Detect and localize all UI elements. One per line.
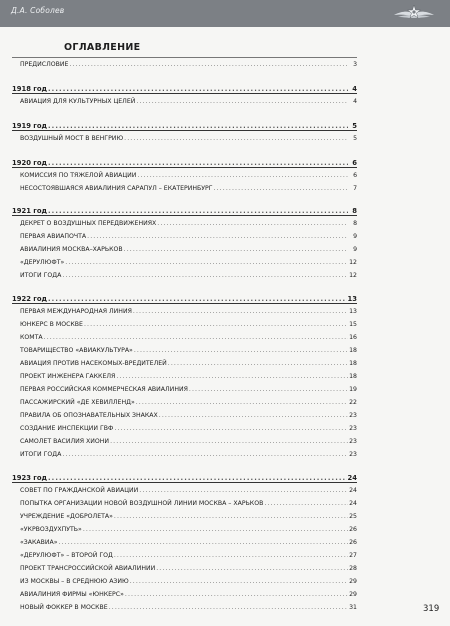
toc-entry[interactable]: «УКРВОЗДУХПУТЬ» ..... 26 bbox=[12, 522, 357, 534]
toc-year-heading[interactable]: 1918 год ..... 4 bbox=[12, 81, 357, 93]
toc-entry[interactable]: ТОВАРИЩЕСТВО «АВИАКУЛЬТУРА» ..... 18 bbox=[12, 343, 357, 355]
toc-entry[interactable]: ИТОГИ ГОДА ..... 23 bbox=[12, 447, 357, 459]
toc-entry[interactable]: НЕСОСТОЯВШАЯСЯ АВИАЛИНИЯ САРАПУЛ – ЕКАТЕРИНБУРГ ..... 7 bbox=[12, 181, 357, 193]
toc-entry[interactable]: АВИАЦИЯ ПРОТИВ НАСЕКОМЫХ-ВРЕДИТЕЛЕЙ ..... 18 bbox=[12, 356, 357, 368]
toc-entry[interactable]: КОМИССИЯ ПО ТЯЖЕЛОЙ АВИАЦИИ ..... 6 bbox=[12, 168, 357, 180]
toc-entry[interactable]: ПОПЫТКА ОРГАНИЗАЦИИ НОВОЙ ВОЗДУШНОЙ ЛИНИИ МОСКВА – ХАРЬКОВ ..... 24 bbox=[12, 496, 357, 508]
toc-entry[interactable]: ПРОЕКТ ИНЖЕНЕРА ГАККЕЛЯ ..... 18 bbox=[12, 369, 357, 381]
toc-entry[interactable]: САМОЛЕТ ВАСИЛИЯ ХИОНИ ..... 23 bbox=[12, 434, 357, 446]
toc-entry[interactable]: ПАССАЖИРСКИЙ «ДЕ ХЕВИЛЛЕНД» ..... 22 bbox=[12, 395, 357, 407]
toc-entry[interactable]: ИЗ МОСКВЫ – В СРЕДНЮЮ АЗИЮ ..... 29 bbox=[12, 574, 357, 586]
page-number: 319 bbox=[423, 604, 440, 614]
toc-entry[interactable]: ДЕКРЕТ О ВОЗДУШНЫХ ПЕРЕДВИЖЕНИЯХ ..... 8 bbox=[12, 216, 357, 228]
toc-entry[interactable]: ИТОГИ ГОДА ..... 12 bbox=[12, 268, 357, 280]
toc-entry[interactable]: ПРЕДИСЛОВИЕ ..... 3 bbox=[12, 57, 357, 69]
header-author: Д.А. Соболев bbox=[11, 6, 65, 15]
toc-entry[interactable]: СОЗДАНИЕ ИНСПЕКЦИИ ГВФ ..... 23 bbox=[12, 421, 357, 433]
toc-entry[interactable]: АВИАЦИЯ ДЛЯ КУЛЬТУРНЫХ ЦЕЛЕЙ ..... 4 bbox=[12, 94, 357, 106]
toc-entry[interactable]: ПЕРВАЯ МЕЖДУНАРОДНАЯ ЛИНИЯ ..... 13 bbox=[12, 304, 357, 316]
toc-entry[interactable]: ПРОЕКТ ТРАНСРОССИЙСКОЙ АВИАЛИНИИ ..... 28 bbox=[12, 561, 357, 573]
toc-entry[interactable]: ЮНКЕРС В МОСКВЕ ..... 15 bbox=[12, 317, 357, 329]
toc-year-heading[interactable]: 1923 год ..... 24 bbox=[12, 470, 357, 482]
toc-year-heading[interactable]: 1921 год ..... 8 bbox=[12, 203, 357, 215]
toc-entry[interactable]: ПРАВИЛА ОБ ОПОЗНАВАТЕЛЬНЫХ ЗНАКАХ ..... 23 bbox=[12, 408, 357, 420]
toc-entry[interactable]: «ДЕРУЛЮФТ» ..... 12 bbox=[12, 255, 357, 267]
toc-entry[interactable]: КОМТА ..... 16 bbox=[12, 330, 357, 342]
toc-entry[interactable]: ВОЗДУШНЫЙ МОСТ В ВЕНГРИЮ ..... 5 bbox=[12, 131, 357, 143]
toc-entry[interactable]: ПЕРВАЯ РОССИЙСКАЯ КОММЕРЧЕСКАЯ АВИАЛИНИЯ ..... 19 bbox=[12, 382, 357, 394]
toc-entry[interactable]: УЧРЕЖДЕНИЕ «ДОБРОЛЕТА» ..... 25 bbox=[12, 509, 357, 521]
toc-entry[interactable]: «ДЕРУЛЮФТ» – ВТОРОЙ ГОД ..... 27 bbox=[12, 548, 357, 560]
toc-entry[interactable]: ПЕРВАЯ АВИАПОЧТА ..... 9 bbox=[12, 229, 357, 241]
toc-year-heading[interactable]: 1919 год ..... 5 bbox=[12, 118, 357, 130]
toc-year-heading[interactable]: 1920 год ..... 6 bbox=[12, 155, 357, 167]
toc-entry[interactable]: «ЗАКАВИА» ..... 26 bbox=[12, 535, 357, 547]
toc-entry[interactable]: АВИАЛИНИЯ МОСКВА–ХАРЬКОВ ..... 9 bbox=[12, 242, 357, 254]
toc-entry[interactable]: АВИАЛИНИЯ ФИРМЫ «ЮНКЕРС» ..... 29 bbox=[12, 587, 357, 599]
winged-star-emblem-icon bbox=[392, 2, 436, 26]
toc-entry[interactable]: СОВЕТ ПО ГРАЖДАНСКОЙ АВИАЦИИ ..... 24 bbox=[12, 483, 357, 495]
toc-entry[interactable]: НОВЫЙ ФОККЕР В МОСКВЕ ..... 31 bbox=[12, 600, 357, 612]
toc-year-heading[interactable]: 1922 год ..... 13 bbox=[12, 291, 357, 303]
running-header bbox=[0, 0, 450, 27]
toc-title: ОГЛАВЛЕНИЕ bbox=[64, 42, 141, 53]
